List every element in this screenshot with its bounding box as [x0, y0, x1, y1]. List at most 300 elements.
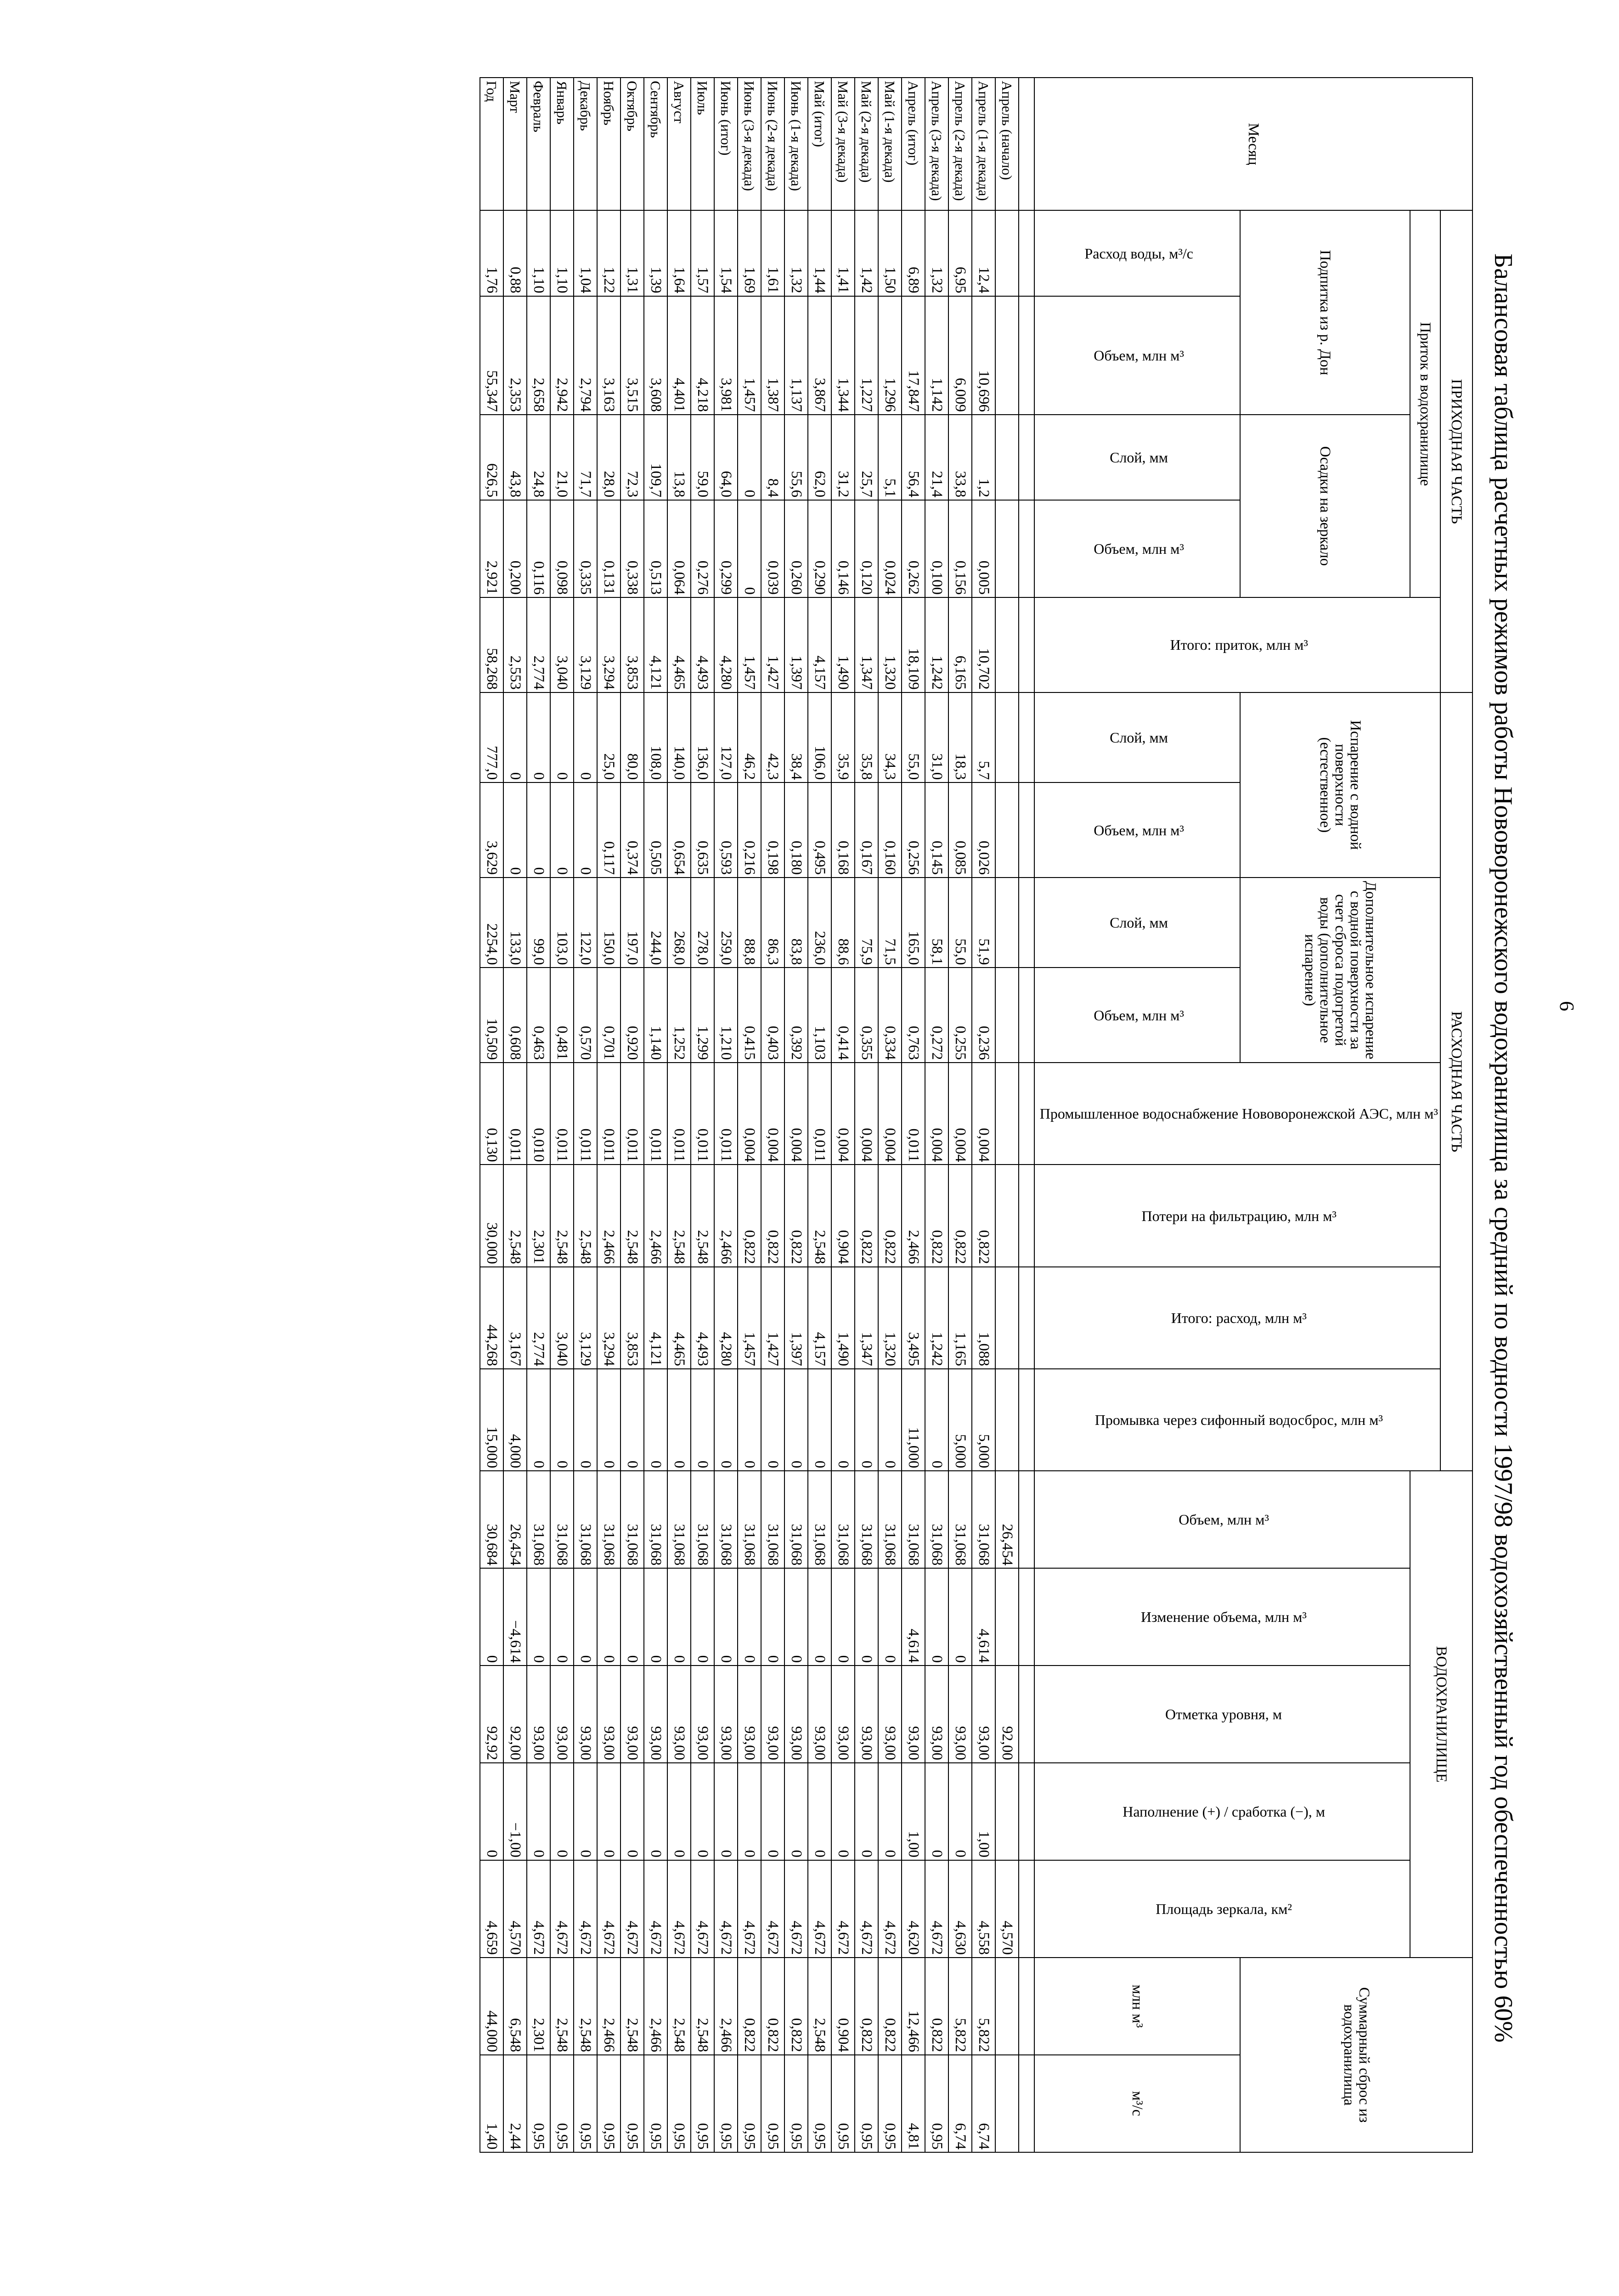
table-cell: 11,000 — [902, 1369, 925, 1471]
table-cell: 2,548 — [691, 1958, 714, 2055]
table-cell: 4,280 — [714, 597, 738, 692]
table-cell: 0 — [784, 1763, 808, 1860]
header-evap-natural-layer: Слой, мм — [1034, 692, 1240, 782]
header-income: ПРИХОДНАЯ ЧАСТЬ — [1440, 210, 1472, 692]
table-cell: 0,011 — [621, 1063, 644, 1165]
table-cell: 4,672 — [738, 1860, 761, 1958]
table-cell: 1,31 — [621, 210, 644, 296]
table-cell: 0,95 — [597, 2055, 621, 2152]
table-cell: 1,32 — [784, 210, 808, 296]
table-cell: 2254,0 — [480, 878, 503, 968]
table-cell: 31,068 — [574, 1471, 597, 1568]
table-cell: 0 — [550, 782, 574, 878]
table-cell: 44,000 — [480, 1958, 503, 2055]
table-cell: 64,0 — [714, 415, 738, 500]
table-cell: 3,129 — [574, 1267, 597, 1369]
table-cell: 2,466 — [597, 1165, 621, 1266]
table-cell: 0,701 — [597, 968, 621, 1063]
table-cell: 0 — [527, 692, 550, 782]
table-cell: 0,374 — [621, 782, 644, 878]
row-label: Год — [480, 78, 503, 210]
table-cell: 1,252 — [667, 968, 691, 1063]
table-cell: 6,009 — [948, 296, 972, 415]
table-cell: 3,167 — [503, 1267, 527, 1369]
table-cell: 0 — [644, 1763, 667, 1860]
table-cell: 46,2 — [738, 692, 761, 782]
table-cell: 0,011 — [597, 1063, 621, 1165]
table-cell: 0 — [691, 1763, 714, 1860]
table-cell: 1,427 — [761, 1267, 784, 1369]
table-cell: 0 — [597, 1369, 621, 1471]
table-cell: 1,10 — [527, 210, 550, 296]
table-cell: 93,00 — [878, 1666, 902, 1763]
table-row — [621, 78, 644, 2152]
table-cell: 2,553 — [503, 597, 527, 692]
table-cell: 0,004 — [972, 1063, 995, 1165]
header-evap-additional-layer: Слой, мм — [1034, 878, 1240, 968]
table-cell: 0,95 — [550, 2055, 574, 2152]
table-cell: 31,068 — [831, 1471, 855, 1568]
table-cell: 0,004 — [925, 1063, 948, 1165]
table-cell: 0,95 — [691, 2055, 714, 2152]
table-cell: 0,335 — [574, 500, 597, 597]
table-cell: 0,338 — [621, 500, 644, 597]
table-cell: 4,620 — [902, 1860, 925, 1958]
table-cell: 31,068 — [714, 1471, 738, 1568]
table-row — [480, 78, 503, 2152]
table-cell: 4,672 — [527, 1860, 550, 1958]
table-row — [574, 78, 597, 2152]
table-cell: 0 — [738, 415, 761, 500]
table-cell: 93,00 — [948, 1666, 972, 1763]
table-cell: 165,0 — [902, 878, 925, 968]
table-cell: 6,548 — [503, 1958, 527, 2055]
table-cell: 3,981 — [714, 296, 738, 415]
table-cell: 51,9 — [972, 878, 995, 968]
table-cell: 2,548 — [621, 1165, 644, 1266]
table-cell: 10,696 — [972, 296, 995, 415]
table-cell: 0 — [527, 1369, 550, 1471]
table-cell: 4,672 — [808, 1860, 831, 1958]
table-cell: 80,0 — [621, 692, 644, 782]
table-cell: 0 — [503, 782, 527, 878]
table-cell: 0,216 — [738, 782, 761, 878]
table-cell: 0 — [784, 1369, 808, 1471]
table-cell: 0 — [574, 1568, 597, 1666]
table-cell: 0,011 — [574, 1063, 597, 1165]
table-cell: 0,95 — [621, 2055, 644, 2152]
table-cell: 93,00 — [855, 1666, 878, 1763]
table-cell: 0,180 — [784, 782, 808, 878]
table-cell: 0 — [574, 1763, 597, 1860]
table-cell: 2,353 — [503, 296, 527, 415]
table-cell: 0,822 — [948, 1165, 972, 1266]
page-number: 6 — [1556, 1001, 1578, 1011]
table-cell: 4,000 — [503, 1369, 527, 1471]
table-row — [714, 78, 738, 2152]
table-cell: 4,659 — [480, 1860, 503, 1958]
table-cell: 0,167 — [855, 782, 878, 878]
table-cell: 150,0 — [597, 878, 621, 968]
row-label: Апрель (2-я декада) — [948, 78, 972, 210]
table-cell: 4,81 — [902, 2055, 925, 2152]
table-cell: 0 — [691, 1369, 714, 1471]
table-cell: 93,00 — [621, 1666, 644, 1763]
table-cell: 17,847 — [902, 296, 925, 415]
table-cell: 2,44 — [503, 2055, 527, 2152]
table-cell: 0 — [527, 1568, 550, 1666]
table-cell: 1,69 — [738, 210, 761, 296]
row-label: Апрель (итог) — [902, 78, 925, 210]
table-cell: 0,822 — [738, 1958, 761, 2055]
row-label: Май (итог) — [808, 78, 831, 210]
table-cell: 0,88 — [503, 210, 527, 296]
table-cell: 0,822 — [878, 1958, 902, 2055]
table-cell: 1,242 — [925, 597, 948, 692]
table-cell: 0,95 — [878, 2055, 902, 2152]
table-row — [972, 78, 995, 2152]
table-cell: 18,109 — [902, 597, 925, 692]
table-cell: 0,822 — [878, 1165, 902, 1266]
spacer-cell — [1019, 597, 1034, 692]
table-cell: 4,157 — [808, 1267, 831, 1369]
table-row — [597, 78, 621, 2152]
table-cell: 4,672 — [667, 1860, 691, 1958]
table-cell: 31,068 — [550, 1471, 574, 1568]
table-cell: 0,415 — [738, 968, 761, 1063]
table-cell: 30,000 — [480, 1165, 503, 1266]
document-title: Балансовая таблица расчетных режимов работы Нововоронежского водохранилища за средний по водности 1997/98 водохозяйственный год обеспеченностью 60% — [1489, 253, 1517, 2043]
table-cell: 93,00 — [550, 1666, 574, 1763]
table-cell: 0,95 — [831, 2055, 855, 2152]
table-cell: 122,0 — [574, 878, 597, 968]
table-row — [667, 78, 691, 2152]
table-cell: 0 — [808, 1568, 831, 1666]
table-cell: 83,8 — [784, 878, 808, 968]
header-don: Подпитка из р. Дон — [1240, 210, 1410, 415]
table-cell: 0 — [948, 1568, 972, 1666]
table-cell: 0 — [784, 1568, 808, 1666]
table-cell: 4,672 — [621, 1860, 644, 1958]
table-cell: 0,236 — [972, 968, 995, 1063]
table-cell: 1,242 — [925, 1267, 948, 1369]
table-cell: 1,347 — [855, 597, 878, 692]
table-cell: 6,95 — [948, 210, 972, 296]
table-cell: 0,004 — [855, 1063, 878, 1165]
table-cell: 4,672 — [691, 1860, 714, 1958]
table-cell: 1,61 — [761, 210, 784, 296]
table-cell: 0 — [855, 1763, 878, 1860]
table-cell: 0,064 — [667, 500, 691, 597]
table-cell: 92,92 — [480, 1666, 503, 1763]
table-cell: 0,334 — [878, 968, 902, 1063]
table-cell: 0,95 — [925, 2055, 948, 2152]
table-cell: 0,145 — [925, 782, 948, 878]
table-cell: 0 — [738, 1369, 761, 1471]
table-cell: 0,95 — [574, 2055, 597, 2152]
table-cell: 31,068 — [644, 1471, 667, 1568]
table-cell: 140,0 — [667, 692, 691, 782]
table-cell: 259,0 — [714, 878, 738, 968]
table-cell — [995, 1568, 1019, 1666]
table-cell: 0 — [761, 1568, 784, 1666]
table-cell: 0,570 — [574, 968, 597, 1063]
table-cell: 0,100 — [925, 500, 948, 597]
table-cell: 25,0 — [597, 692, 621, 782]
table-cell: 3,163 — [597, 296, 621, 415]
table-cell: 42,3 — [761, 692, 784, 782]
table-cell: 15,000 — [480, 1369, 503, 1471]
table-cell: 2,548 — [808, 1165, 831, 1266]
table-cell: 31,068 — [948, 1471, 972, 1568]
header-don-flow: Расход воды, м³/с — [1034, 210, 1240, 296]
spacer-cell — [1019, 296, 1034, 415]
table-row — [995, 78, 1019, 2152]
table-cell: 0,95 — [527, 2055, 550, 2152]
spacer-cell — [1019, 1063, 1034, 1165]
table-cell: 0,654 — [667, 782, 691, 878]
table-cell: 38,4 — [784, 692, 808, 782]
spacer-cell — [1019, 1958, 1034, 2055]
table-cell: 3,608 — [644, 296, 667, 415]
table-cell: 1,76 — [480, 210, 503, 296]
table-cell: 0 — [644, 1369, 667, 1471]
table-cell: 0,822 — [784, 1958, 808, 2055]
table-cell: 0 — [574, 1369, 597, 1471]
table-cell — [995, 296, 1019, 415]
table-cell: 26,454 — [503, 1471, 527, 1568]
table-cell: 28,0 — [597, 415, 621, 500]
table-cell: 4,465 — [667, 597, 691, 692]
spacer-cell — [1019, 210, 1034, 296]
table-cell: 72,3 — [621, 415, 644, 500]
header-expense-total: Итого: расход, млн м³ — [1034, 1267, 1440, 1369]
table-cell — [995, 1063, 1019, 1165]
header-filtration: Потери на фильтрацию, млн м³ — [1034, 1165, 1440, 1266]
table-cell: 2,658 — [527, 296, 550, 415]
table-cell: 93,00 — [574, 1666, 597, 1763]
table-cell: 21,0 — [550, 415, 574, 500]
table-cell: 0,011 — [550, 1063, 574, 1165]
table-cell: −1,00 — [503, 1763, 527, 1860]
table-cell: 0 — [738, 500, 761, 597]
table-cell: 0,026 — [972, 782, 995, 878]
spacer-cell — [1019, 78, 1034, 210]
table-row — [902, 78, 925, 2152]
row-label: Август — [667, 78, 691, 210]
table-cell: 0,463 — [527, 968, 550, 1063]
table-cell: 1,140 — [644, 968, 667, 1063]
table-cell: 2,548 — [667, 1165, 691, 1266]
header-month: Месяц — [1034, 78, 1472, 210]
table-cell: 93,00 — [808, 1666, 831, 1763]
balance-table — [479, 77, 1473, 2153]
header-flush: Промывка через сифонный водосброс, млн м³ — [1034, 1369, 1440, 1471]
table-cell: 0,822 — [855, 1958, 878, 2055]
table-cell: 1,397 — [784, 597, 808, 692]
table-cell: 1,32 — [925, 210, 948, 296]
table-cell: 0,95 — [667, 2055, 691, 2152]
table-cell: 13,8 — [667, 415, 691, 500]
row-label: Март — [503, 78, 527, 210]
table-cell: 127,0 — [714, 692, 738, 782]
table-cell — [995, 1267, 1019, 1369]
table-cell: 1,165 — [948, 1267, 972, 1369]
table-cell: 0,011 — [714, 1063, 738, 1165]
table-cell: 1,57 — [691, 210, 714, 296]
table-cell: 4,672 — [714, 1860, 738, 1958]
table-cell: 0,290 — [808, 500, 831, 597]
table-cell: 93,00 — [738, 1666, 761, 1763]
table-cell: 4,614 — [972, 1568, 995, 1666]
table-cell: 99,0 — [527, 878, 550, 968]
header-precip-layer: Слой, мм — [1034, 415, 1240, 500]
table-cell: 93,00 — [831, 1666, 855, 1763]
table-cell: 31,068 — [761, 1471, 784, 1568]
spacer-cell — [1019, 1666, 1034, 1763]
table-cell: 0 — [831, 1763, 855, 1860]
header-evap-natural: Испарение с водной поверхности (естественное) — [1240, 692, 1440, 878]
table-cell: 0 — [808, 1763, 831, 1860]
table-cell: 4,570 — [503, 1860, 527, 1958]
header-evap-additional-volume: Объем, млн м³ — [1034, 968, 1240, 1063]
table-cell: 0 — [925, 1763, 948, 1860]
table-cell: 1,39 — [644, 210, 667, 296]
table-cell: 0 — [644, 1568, 667, 1666]
table-cell: 4,672 — [574, 1860, 597, 1958]
table-cell: 0,098 — [550, 500, 574, 597]
table-cell: 0,120 — [855, 500, 878, 597]
table-cell: 1,088 — [972, 1267, 995, 1369]
table-cell: 0 — [714, 1568, 738, 1666]
table-cell: 44,268 — [480, 1267, 503, 1369]
spacer-cell — [1019, 500, 1034, 597]
table-cell: 1,347 — [855, 1267, 878, 1369]
table-cell: 0 — [667, 1568, 691, 1666]
table-cell: 0,822 — [855, 1165, 878, 1266]
table-cell: 2,548 — [691, 1165, 714, 1266]
table-cell: 2,548 — [667, 1958, 691, 2055]
table-cell — [995, 2055, 1019, 2152]
table-cell: 2,794 — [574, 296, 597, 415]
table-cell: 0,004 — [761, 1063, 784, 1165]
table-cell: 103,0 — [550, 878, 574, 968]
table-cell: 86,3 — [761, 878, 784, 968]
table-cell: 4,401 — [667, 296, 691, 415]
table-cell — [995, 415, 1019, 500]
table-cell: 93,00 — [667, 1666, 691, 1763]
table-cell: 1,103 — [808, 968, 831, 1063]
table-cell: 0,117 — [597, 782, 621, 878]
table-cell: 3,294 — [597, 597, 621, 692]
spacer-cell — [1019, 1267, 1034, 1369]
row-label: Июль — [691, 78, 714, 210]
table-cell: 55,0 — [902, 692, 925, 782]
table-cell: 0,355 — [855, 968, 878, 1063]
table-cell: 0,156 — [948, 500, 972, 597]
header-precip: Осадки на зеркало — [1240, 415, 1410, 597]
table-cell: 0 — [878, 1369, 902, 1471]
table-cell: 0,403 — [761, 968, 784, 1063]
table-cell: 62,0 — [808, 415, 831, 500]
table-cell: 93,00 — [714, 1666, 738, 1763]
table-cell: 244,0 — [644, 878, 667, 968]
row-label: Июнь (1-я декада) — [784, 78, 808, 210]
table-cell: 88,6 — [831, 878, 855, 968]
table-cell: 0 — [480, 1568, 503, 1666]
table-cell: 0 — [621, 1568, 644, 1666]
header-precip-volume: Объем, млн м³ — [1034, 500, 1240, 597]
table-cell: 2,466 — [597, 1958, 621, 2055]
table-cell: 106,0 — [808, 692, 831, 782]
table-cell: 0,004 — [948, 1063, 972, 1165]
table-cell: 0,004 — [738, 1063, 761, 1165]
table-cell: 1,227 — [855, 296, 878, 415]
table-cell: 0,011 — [691, 1063, 714, 1165]
table-cell: 0,763 — [902, 968, 925, 1063]
table-cell: 1,44 — [808, 210, 831, 296]
table-cell: 5,000 — [948, 1369, 972, 1471]
table-cell: 31,068 — [527, 1471, 550, 1568]
table-row — [527, 78, 550, 2152]
table-cell: 278,0 — [691, 878, 714, 968]
table-cell: 4,493 — [691, 1267, 714, 1369]
table-cell: 2,548 — [574, 1958, 597, 2055]
table-cell: 0 — [878, 1568, 902, 1666]
table-cell: 1,41 — [831, 210, 855, 296]
table-cell: 2,942 — [550, 296, 574, 415]
table-cell: 88,8 — [738, 878, 761, 968]
table-cell: 5,822 — [948, 1958, 972, 2055]
table-cell: 31,068 — [972, 1471, 995, 1568]
table-cell: 2,301 — [527, 1165, 550, 1266]
spacer-cell — [1019, 1369, 1034, 1471]
table-cell: 4,672 — [831, 1860, 855, 1958]
table-cell: 26,454 — [995, 1471, 1019, 1568]
table-cell: 1,04 — [574, 210, 597, 296]
spacer-cell — [1019, 692, 1034, 782]
table-cell: 0,299 — [714, 500, 738, 597]
table-cell: 2,466 — [902, 1165, 925, 1266]
table-cell: 1,2 — [972, 415, 995, 500]
table-row — [808, 78, 831, 2152]
row-label: Апрель (начало) — [995, 78, 1019, 210]
table-cell — [995, 878, 1019, 968]
table-cell: 31,068 — [597, 1471, 621, 1568]
table-cell: 93,00 — [527, 1666, 550, 1763]
table-cell: 35,9 — [831, 692, 855, 782]
table-cell: 10,702 — [972, 597, 995, 692]
table-cell: 71,7 — [574, 415, 597, 500]
table-cell: 1,387 — [761, 296, 784, 415]
table-cell: 93,00 — [644, 1666, 667, 1763]
table-cell: 59,0 — [691, 415, 714, 500]
table-cell: 93,00 — [597, 1666, 621, 1763]
table-cell: 58,268 — [480, 597, 503, 692]
table-cell: 0,95 — [644, 2055, 667, 2152]
table-cell: 0,822 — [925, 1958, 948, 2055]
table-cell: 93,00 — [761, 1666, 784, 1763]
table-cell: 0,822 — [761, 1165, 784, 1266]
table-cell: 0 — [527, 1763, 550, 1860]
table-cell: 6,74 — [948, 2055, 972, 2152]
table-cell: 4,630 — [948, 1860, 972, 1958]
table-cell: 0,004 — [831, 1063, 855, 1165]
header-inflow: Приток в водохранилище — [1410, 210, 1440, 597]
table-cell: 0,95 — [855, 2055, 878, 2152]
header-level: Отметка уровня, м — [1034, 1666, 1410, 1763]
table-row — [925, 78, 948, 2152]
